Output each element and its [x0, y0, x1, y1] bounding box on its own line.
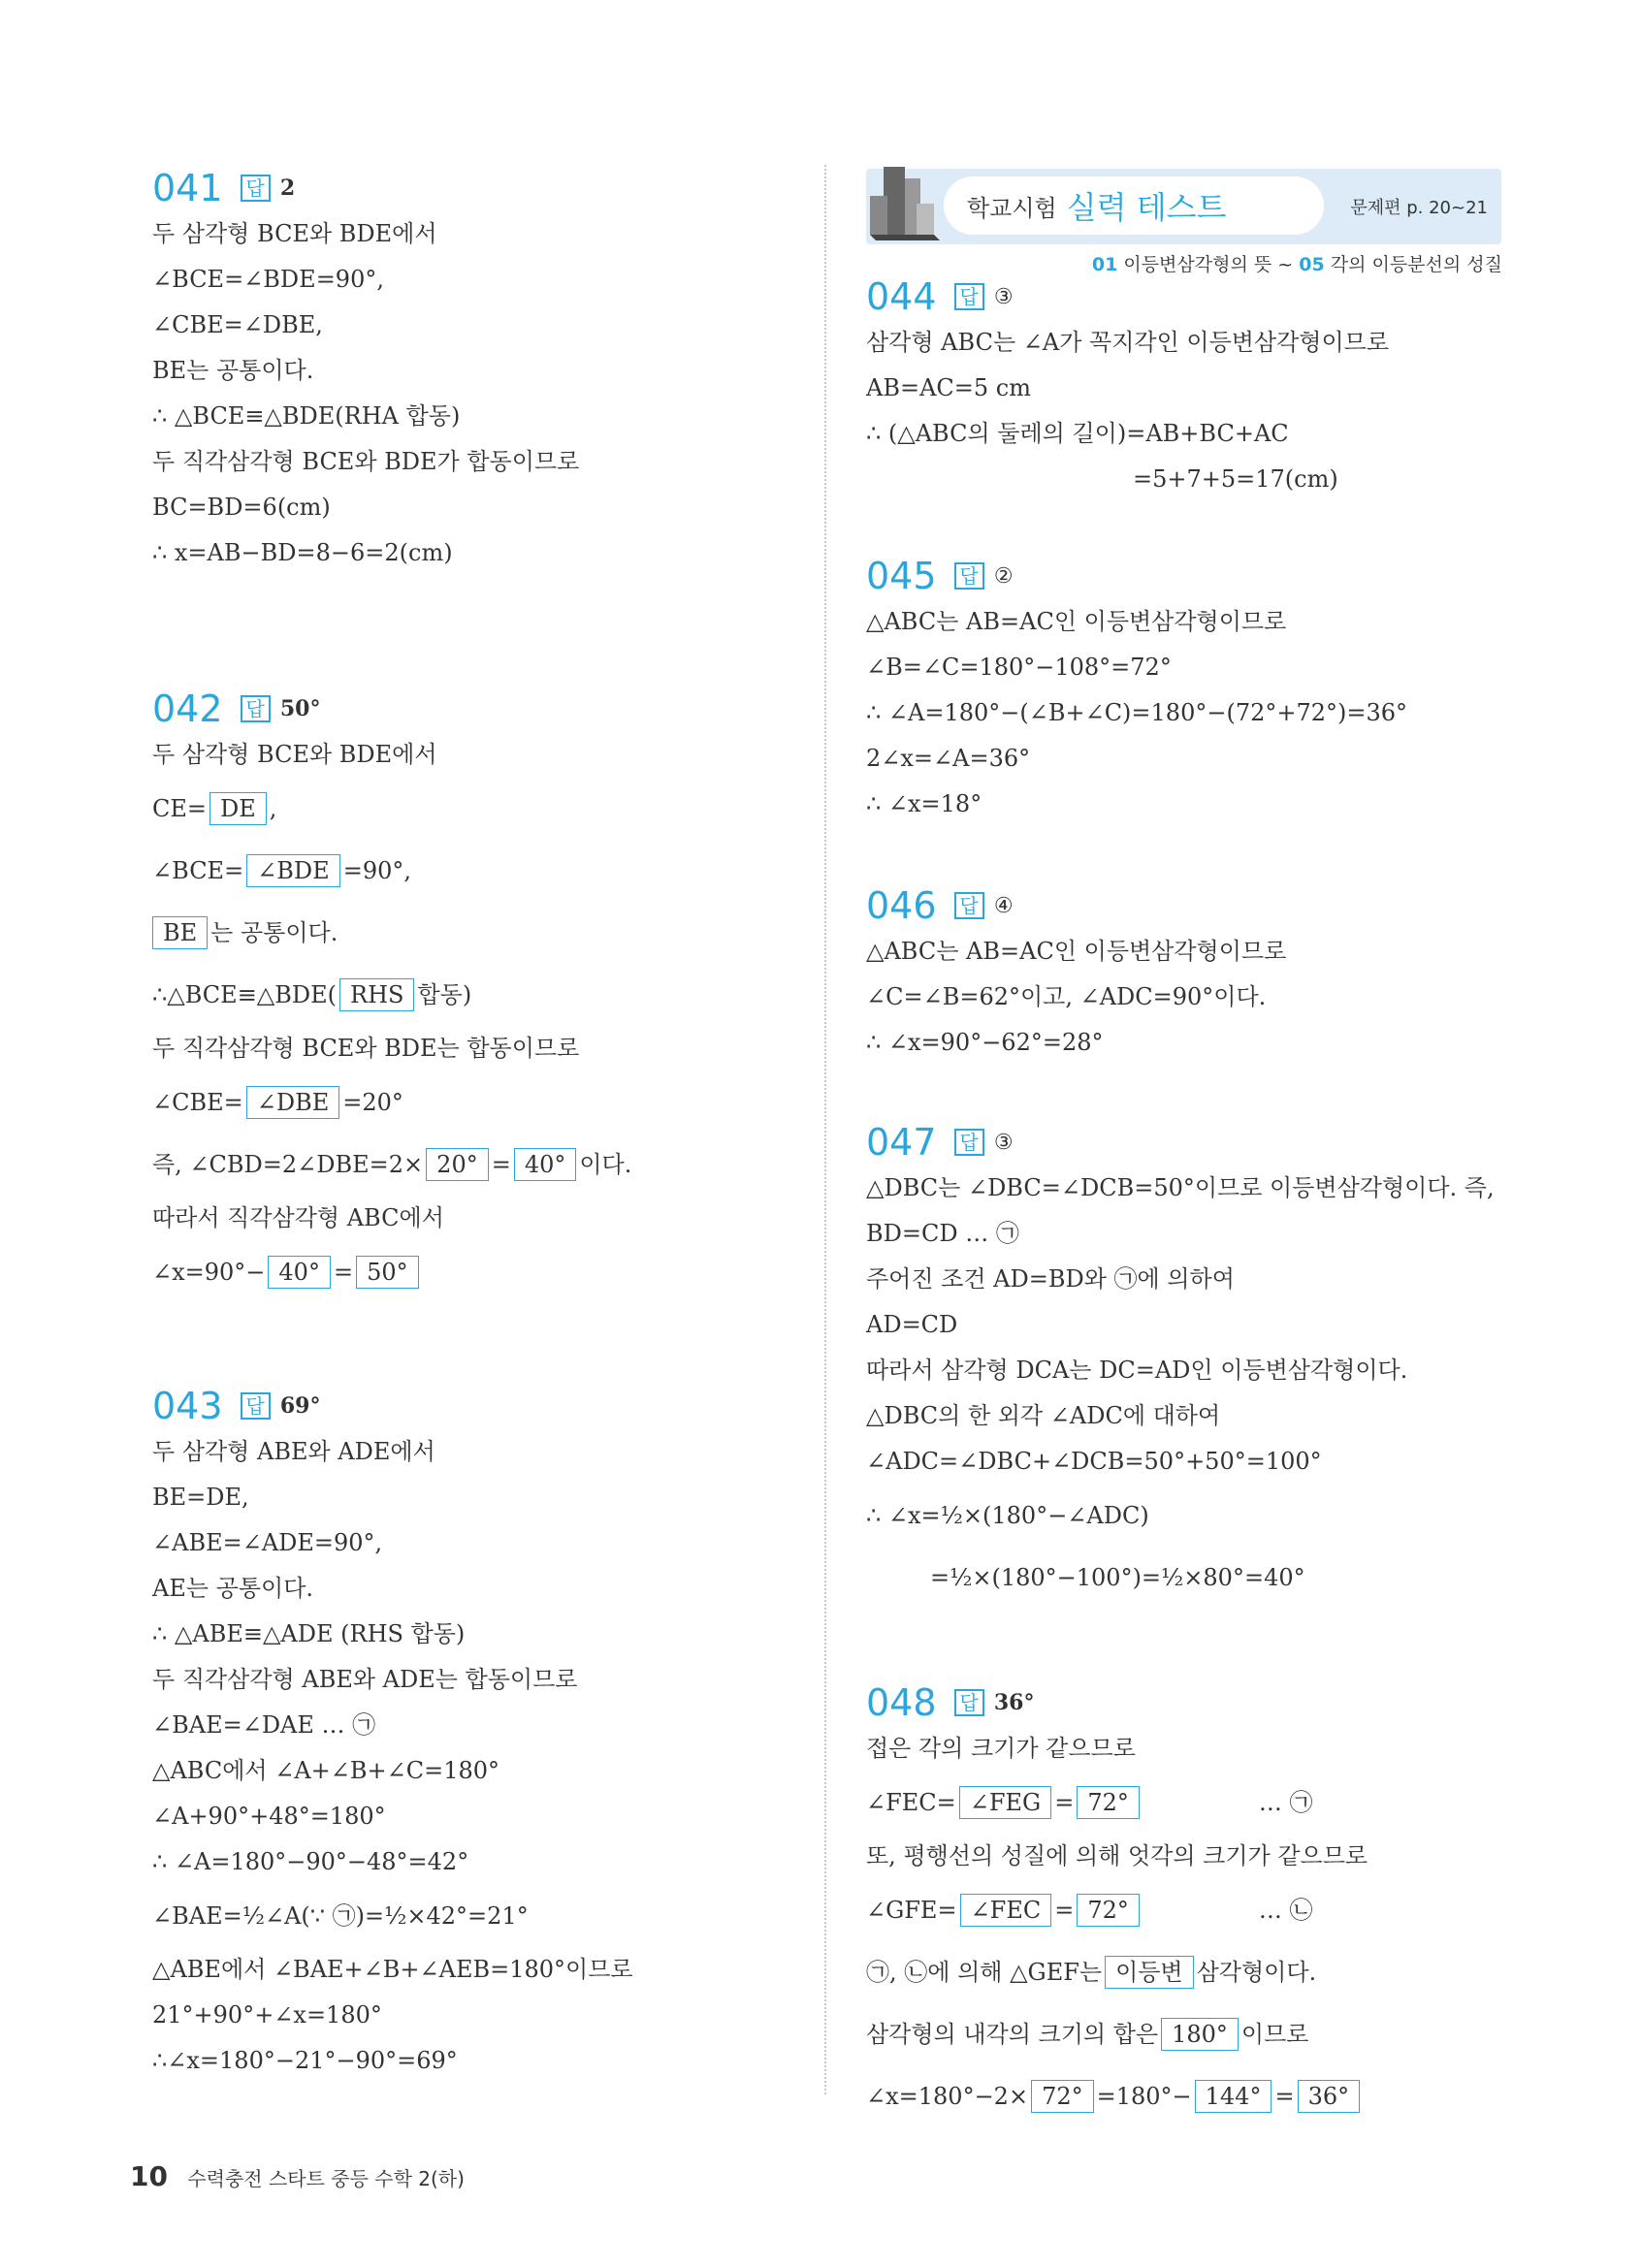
- problem-047: [866, 1119, 1506, 1609]
- solution-line: 또, 평행선의 성질에 의해 엇각의 크기가 같으므로: [866, 1842, 1368, 1869]
- solution-line: ∠ADC=∠DBC+∠DCB=50°+50°=100°: [866, 1448, 1322, 1475]
- problem-number: 044: [866, 275, 937, 318]
- solution-line: ∴ ∠x=½×(180°−∠ADC): [866, 1502, 1149, 1529]
- solution-line: 접은 각의 크기가 같으므로: [866, 1735, 1136, 1762]
- problem-number: 048: [866, 1681, 937, 1724]
- solution-line: ∠C=∠B=62°이고, ∠ADC=90°이다.: [866, 983, 1267, 1010]
- solution-line: 주어진 조건 AD=BD와 ㉠에 의하여: [866, 1265, 1235, 1293]
- solution-line: ∠BAE=½∠A(∵ ㉠)=½×42°=21°: [152, 1902, 529, 1930]
- problem-number: 042: [152, 687, 223, 730]
- solution-line: 두 삼각형 ABE와 ADE에서: [152, 1438, 435, 1465]
- solution-line: =½×(180°−100°)=½×80°=40°: [930, 1564, 1305, 1591]
- solution-line: ∠BCE= ∠BDE =90°,: [152, 840, 792, 902]
- answer-label: 답: [954, 1129, 984, 1156]
- solution-line: BE=DE,: [152, 1484, 249, 1511]
- solution-line: ∴ △ABE≡△ADE (RHS 합동): [152, 1620, 466, 1647]
- answer-box: 40°: [514, 1148, 577, 1181]
- answer-value: ③: [993, 284, 1014, 309]
- problem-048: [866, 1679, 1506, 2127]
- solution-line: ∴△BCE≡△BDE( RHS 합동): [152, 964, 792, 1026]
- solution-line: 따라서 직각삼각형 ABC에서: [152, 1204, 444, 1231]
- solution-line: AD=CD: [866, 1311, 958, 1338]
- solution-line: 두 직각삼각형 BCE와 BDE가 합동이므로: [152, 448, 580, 475]
- answer-box: 20°: [426, 1148, 489, 1181]
- answer-box: DE: [209, 792, 267, 825]
- section-subtitle: [1092, 250, 1502, 276]
- page-footer: [130, 2160, 465, 2192]
- solution-line: 2∠x=∠A=36°: [866, 745, 1031, 772]
- solution-line: 삼각형 ABC는 ∠A가 꼭지각인 이등변삼각형이므로: [866, 329, 1390, 356]
- solution-line: △ABC에서 ∠A+∠B+∠C=180°: [152, 1757, 500, 1784]
- solution-line: △ABE에서 ∠BAE+∠B+∠AEB=180°이므로: [152, 1956, 633, 1983]
- problem-number: 041: [152, 167, 223, 209]
- answer-box: 144°: [1195, 2080, 1272, 2113]
- solution-line: △ABC는 AB=AC인 이등변삼각형이므로: [866, 608, 1287, 635]
- solution-line: BE 는 공통이다.: [152, 902, 792, 964]
- solution-line: ∴ x=AB−BD=8−6=2(cm): [152, 539, 453, 566]
- banner-title: [944, 176, 1324, 235]
- answer-box: 72°: [1077, 1786, 1140, 1819]
- solution-line: ∠BAE=∠DAE … ㉠: [152, 1711, 376, 1739]
- subtitle-num-2: 05: [1299, 254, 1325, 275]
- problem-number: 043: [152, 1385, 223, 1427]
- problem-number: 047: [866, 1121, 937, 1164]
- answer-value: 2: [279, 176, 296, 201]
- solution-line: ∴ ∠x=90°−62°=28°: [866, 1029, 1104, 1056]
- problem-042: [152, 686, 792, 1303]
- answer-label: 답: [954, 1689, 984, 1716]
- solution-line: ∠B=∠C=180°−108°=72°: [866, 654, 1172, 681]
- solution-line: ∴ ∠A=180°−(∠B+∠C)=180°−(72°+72°)=36°: [866, 699, 1408, 726]
- answer-box: ∠FEC: [960, 1894, 1052, 1927]
- solution-line: ∠BCE=∠BDE=90°,: [152, 266, 384, 293]
- answer-value: ③: [993, 1130, 1014, 1155]
- solution-line: ∠x=90°− 40° = 50°: [152, 1241, 792, 1303]
- solution-line: 삼각형의 내각의 크기의 합은 180° 이므로: [866, 2003, 1506, 2065]
- solution-line: 따라서 삼각형 DCA는 DC=AD인 이등변삼각형이다.: [866, 1357, 1408, 1384]
- solution-line: 21°+90°+∠x=180°: [152, 2001, 382, 2028]
- banner-big: 실력 테스트: [1066, 189, 1227, 226]
- solution-line: ∠CBE= ∠DBE =20°: [152, 1071, 792, 1134]
- answer-box: ∠DBE: [246, 1086, 340, 1119]
- answer-box: 36°: [1298, 2080, 1361, 2113]
- problem-044: [866, 273, 1506, 502]
- subtitle-num-1: 01: [1091, 254, 1118, 275]
- solution-line: ∠x=180°−2× 72° =180°− 144° = 36°: [866, 2065, 1506, 2127]
- answer-value: ④: [993, 893, 1014, 918]
- solution-line: 두 삼각형 BCE와 BDE에서: [152, 220, 437, 247]
- answer-value: ②: [993, 563, 1014, 589]
- problem-number: 046: [866, 884, 937, 927]
- answer-label: 답: [954, 562, 984, 590]
- solution-line: ∠ABE=∠ADE=90°,: [152, 1529, 383, 1556]
- solution-line: BD=CD … ㉠: [866, 1220, 1019, 1247]
- building-blocks-icon: [866, 157, 944, 240]
- column-divider: [824, 165, 826, 2094]
- answer-box: 180°: [1161, 2018, 1239, 2051]
- solution-line: ∴ (△ABC의 둘레의 길이)=AB+BC+AC: [866, 420, 1289, 447]
- book-title: 수력충전 스타트 중등 수학 2(하): [187, 2167, 465, 2190]
- subtitle-text-2: 각의 이등분선의 성질: [1324, 254, 1502, 275]
- banner-small: 학교시험: [967, 194, 1057, 222]
- problem-number: 045: [866, 555, 937, 597]
- solution-line: ∴ ∠A=180°−90°−48°=42°: [152, 1848, 469, 1875]
- page-number: 10: [130, 2160, 168, 2192]
- answer-box: RHS: [339, 978, 414, 1011]
- answer-box: 72°: [1031, 2080, 1094, 2113]
- solution-line: △ABC는 AB=AC인 이등변삼각형이므로: [866, 938, 1287, 965]
- answer-box: 40°: [268, 1256, 331, 1289]
- solution-line: CE= DE ,: [152, 778, 792, 840]
- section-banner: [866, 169, 1501, 244]
- solution-line: BC=BD=6(cm): [152, 494, 331, 521]
- solution-line: BE는 공통이다.: [152, 357, 314, 384]
- answer-label: 답: [241, 175, 271, 202]
- banner-page-ref: 문제편 p. 20~21: [1350, 198, 1488, 218]
- solution-line: 즉, ∠CBD=2∠DBE=2× 20° = 40° 이다.: [152, 1134, 792, 1196]
- answer-label: 답: [241, 1392, 271, 1420]
- solution-line: ∠A+90°+48°=180°: [152, 1803, 386, 1830]
- problem-043: [152, 1383, 792, 2084]
- answer-label: 답: [241, 695, 271, 722]
- answer-value: 36°: [993, 1690, 1035, 1715]
- solution-line: ∠CBE=∠DBE,: [152, 311, 323, 338]
- solution-line: △DBC의 한 외각 ∠ADC에 대하여: [866, 1402, 1221, 1429]
- answer-box: 50°: [356, 1256, 419, 1289]
- solution-line: AE는 공통이다.: [152, 1575, 314, 1602]
- problem-045: [866, 553, 1506, 827]
- answer-box: BE: [152, 916, 208, 949]
- problem-046: [866, 882, 1506, 1066]
- solution-line: ∠GFE= ∠FEC = 72° … ㉡: [866, 1879, 1506, 1941]
- answer-label: 답: [954, 283, 984, 310]
- answer-box: ∠BDE: [246, 854, 340, 887]
- answer-value: 50°: [279, 696, 321, 721]
- answer-value: 69°: [279, 1393, 321, 1419]
- answer-box: 72°: [1077, 1894, 1140, 1927]
- answer-label: 답: [954, 892, 984, 919]
- solution-line: =5+7+5=17(cm): [1133, 465, 1338, 493]
- problem-041: [152, 165, 792, 576]
- solution-line: ∴∠x=180°−21°−90°=69°: [152, 2047, 458, 2074]
- solution-line: ∴ △BCE≡△BDE(RHA 합동): [152, 402, 461, 430]
- answer-box: ∠FEG: [959, 1786, 1051, 1819]
- solution-line: △DBC는 ∠DBC=∠DCB=50°이므로 이등변삼각형이다. 즉,: [866, 1174, 1495, 1201]
- solution-line: ㉠, ㉡에 의해 △GEF는 이등변 삼각형이다.: [866, 1941, 1506, 2003]
- solution-line: 두 직각삼각형 BCE와 BDE는 합동이므로: [152, 1035, 580, 1062]
- solution-line: 두 직각삼각형 ABE와 ADE는 합동이므로: [152, 1666, 578, 1693]
- solution-line: ∠FEC= ∠FEG = 72° … ㉠: [866, 1772, 1506, 1834]
- solution-line: ∴ ∠x=18°: [866, 790, 982, 817]
- solution-line: 두 삼각형 BCE와 BDE에서: [152, 741, 437, 768]
- subtitle-text-1: 이등변삼각형의 뜻 ~: [1117, 254, 1300, 275]
- solution-line: AB=AC=5 cm: [866, 374, 1031, 401]
- answer-box: 이등변: [1105, 1956, 1194, 1989]
